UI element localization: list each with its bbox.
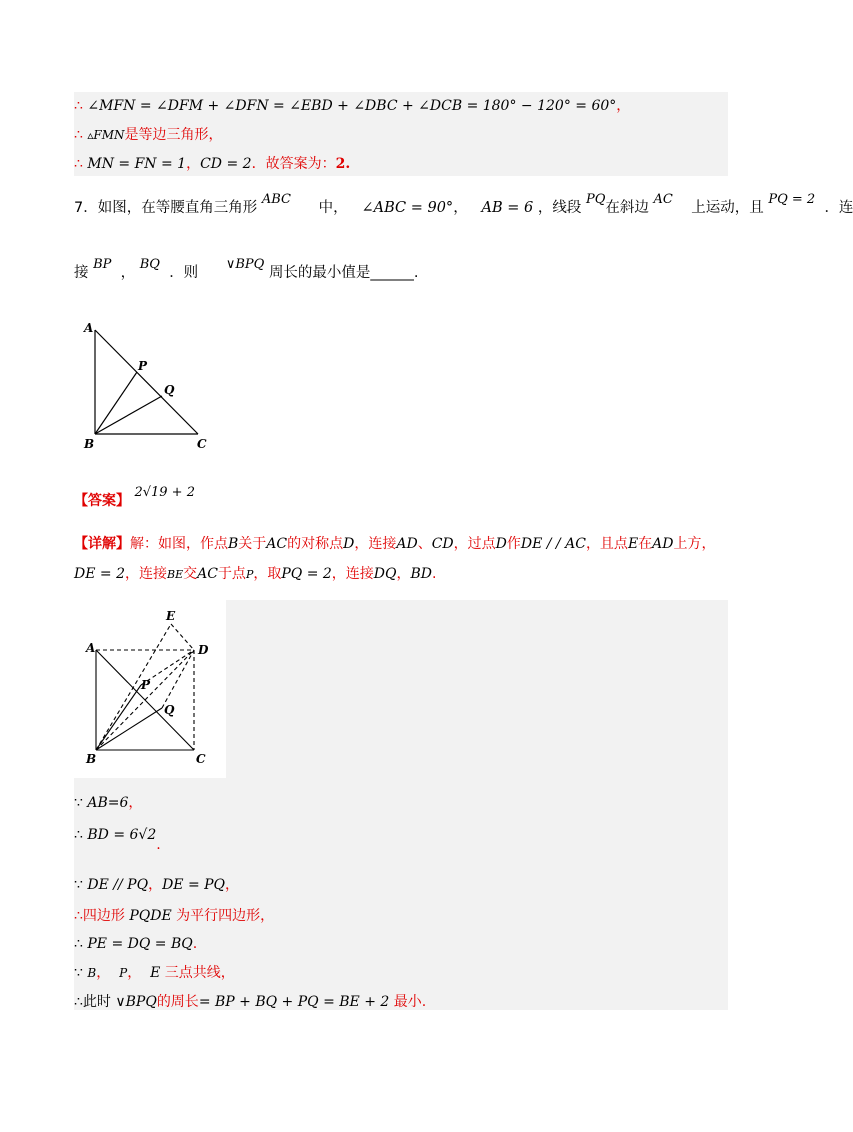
detail-label: 【详解】 — [74, 536, 130, 552]
fig1-label-q: Q — [164, 383, 175, 397]
top-line-1: ∴ ∠MFN = ∠DFM + ∠DFN = ∠EBD + ∠DBC + ∠DCB = 180° − 120° = 60°， — [74, 98, 631, 114]
fig2-label-p: P — [141, 678, 151, 692]
question-line-1: 7．如图，在等腰直角三角形 ABC 中， ∠ABC = 90°， AB = 6 ，线段 PQ在斜边 AC 上运动，且 PQ = 2 ．连 — [74, 192, 853, 216]
step-6: ∵ B， P， E 三点共线， — [74, 965, 235, 981]
fig1-label-a: A — [84, 321, 94, 335]
step-1: ∵ AB=6， — [74, 795, 143, 811]
step-5: ∴ PE = DQ = BQ. — [74, 936, 198, 952]
solution-figure — [74, 600, 226, 778]
angle-sum-expression: ∠MFN = ∠DFM + ∠DFN = ∠EBD + ∠DBC + ∠DCB = 180° − 120° = 60° — [87, 98, 617, 114]
top-line-2: ∴ ▵FMN是等边三角形， — [74, 127, 223, 143]
fig2-label-e: E — [166, 609, 176, 623]
fig1-label-b: B — [84, 437, 95, 451]
step-4: ∴四边形 PQDE 为平行四边形， — [74, 908, 275, 924]
answer-label: 【答案】 — [74, 493, 130, 509]
question-line-2: 接 BP ， BQ ．则 ∨BPQ 周长的最小值是______. — [74, 257, 419, 281]
fig1-label-c: C — [197, 437, 207, 451]
step-2: ∴ BD = 6√2. — [74, 827, 161, 853]
fig2-label-b: B — [86, 752, 97, 766]
detail-line-2: DE = 2，连接BE交AC于点P，取PQ = 2，连接DQ，BD. — [74, 566, 437, 582]
fig1-label-p: P — [138, 359, 148, 373]
answer-value: 2√19 + 2 — [134, 485, 195, 500]
question-number: 7． — [74, 200, 98, 216]
fig2-label-d: D — [198, 643, 209, 657]
detail-line-1: 【详解】解：如图，作点B关于AC的对称点D，连接AD、CD，过点D作DE / / AC，且点E在AD上方， — [74, 536, 716, 552]
question-figure — [80, 318, 220, 453]
step-7: ∴此时 ∨BPQ的周长= BP + BQ + PQ = BE + 2 最小. — [74, 994, 427, 1010]
step-3: ∵ DE // PQ，DE = PQ， — [74, 877, 240, 893]
answer-line — [74, 485, 195, 513]
top-line-3: ∴ MN = FN = 1，CD = 2．故答案为：2. — [74, 156, 351, 172]
fig2-label-c: C — [196, 752, 206, 766]
fig2-label-a: A — [86, 641, 96, 655]
fig2-label-q: Q — [164, 703, 175, 717]
